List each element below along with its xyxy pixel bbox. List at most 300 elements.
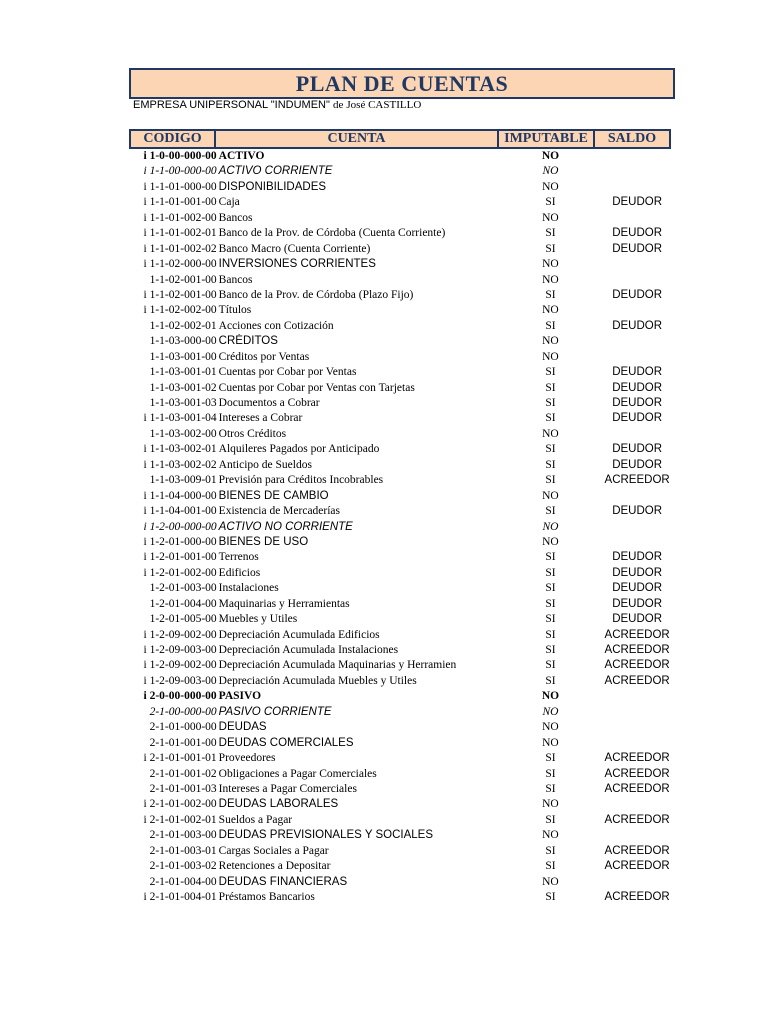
code-prefix: i <box>143 813 147 826</box>
saldo-value: DEUDOR <box>612 582 663 595</box>
code-value: 1-1-01-002-02 <box>149 242 217 255</box>
imputable-value: SI <box>545 242 556 255</box>
table-row <box>129 890 675 905</box>
account-name: Documentos a Cobrar <box>218 397 320 409</box>
saldo-value <box>599 689 675 704</box>
code-prefix: i <box>143 659 147 672</box>
saldo-value: DEUDOR <box>612 505 663 518</box>
account-name: Muebles y Utiles <box>218 613 298 626</box>
account-code <box>129 396 217 411</box>
account-name: Maquinarias y Herramientas <box>218 597 350 610</box>
account-name: Alquileres Pagados por Anticipado <box>218 443 380 456</box>
code-prefix: i <box>143 520 147 533</box>
table-row <box>129 535 675 550</box>
account-code <box>129 859 217 874</box>
account-code <box>129 844 217 859</box>
account-name: Terrenos <box>218 551 259 564</box>
account-name: Títulos <box>218 304 252 317</box>
code-prefix: i <box>143 505 147 518</box>
account-name: Cargas Sociales a Pagar <box>218 844 329 857</box>
table-row <box>129 180 675 195</box>
saldo-value: ACREEDOR <box>604 813 670 826</box>
imputable-value: NO <box>542 304 559 317</box>
imputable-value: SI <box>545 674 556 687</box>
code-value: 1-2-09-002-00 <box>149 659 217 672</box>
table-row <box>129 396 675 411</box>
code-value: 2-1-01-001-01 <box>149 752 217 765</box>
imputable-value: SI <box>545 813 556 826</box>
imputable-value: NO <box>542 427 559 440</box>
table-header <box>129 129 675 149</box>
saldo-value: DEUDOR <box>612 242 663 255</box>
table-row <box>129 520 675 535</box>
account-name: Otros Créditos <box>218 427 287 440</box>
code-prefix: i <box>143 690 147 703</box>
account-name: Cuentas por Cobar por Ventas <box>218 366 357 379</box>
table-row <box>129 489 675 504</box>
account-code <box>129 504 217 519</box>
imputable-value: SI <box>545 582 556 595</box>
imputable-value: NO <box>542 736 559 749</box>
imputable-value: SI <box>545 366 556 379</box>
account-name: Intereses a Pagar Comerciales <box>218 782 357 795</box>
imputable-value: NO <box>542 798 559 811</box>
code-value: 2-1-01-003-00 <box>149 829 217 842</box>
account-code <box>129 365 217 380</box>
account-name: DEUDAS COMERCIALES <box>218 736 354 749</box>
imputable-value: NO <box>542 829 559 842</box>
imputable-value: NO <box>542 180 559 193</box>
page-title: PLAN DE CUENTAS <box>129 68 675 99</box>
code-value: 2-1-01-004-01 <box>149 891 217 903</box>
account-name: Créditos por Ventas <box>218 350 310 363</box>
account-code <box>129 875 217 890</box>
account-name: Edificios <box>218 566 261 579</box>
account-code <box>129 674 217 689</box>
account-name: Existencia de Mercaderías <box>218 505 341 518</box>
saldo-value: ACREEDOR <box>604 844 670 857</box>
saldo-value <box>599 705 675 720</box>
table-row <box>129 566 675 581</box>
code-prefix: i <box>143 165 147 178</box>
account-code <box>129 242 217 257</box>
code-prefix: i <box>143 242 147 255</box>
saldo-value: DEUDOR <box>612 412 663 425</box>
accounts-table-body <box>129 149 675 905</box>
table-row <box>129 411 675 426</box>
code-prefix: i <box>143 535 147 548</box>
code-prefix: i <box>143 458 147 471</box>
imputable-value: SI <box>545 288 556 301</box>
saldo-value <box>599 489 675 504</box>
table-row <box>129 550 675 565</box>
saldo-value: ACREEDOR <box>604 644 670 656</box>
imputable-value: SI <box>545 397 556 409</box>
imputable-value: SI <box>545 752 556 765</box>
code-prefix: i <box>143 674 147 687</box>
account-code <box>129 628 217 643</box>
table-row <box>129 427 675 442</box>
code-value: 1-2-09-002-00 <box>149 628 217 641</box>
account-name: BIENES DE CAMBIO <box>218 489 329 502</box>
imputable-value: SI <box>545 782 556 795</box>
account-code <box>129 767 217 782</box>
imputable-value: SI <box>545 443 556 456</box>
table-row <box>129 689 675 704</box>
account-code <box>129 566 217 581</box>
account-code <box>129 319 217 334</box>
imputable-value: NO <box>542 520 559 533</box>
code-prefix: i <box>143 644 147 656</box>
account-code <box>129 751 217 766</box>
table-row <box>129 381 675 396</box>
imputable-value: SI <box>545 458 556 471</box>
table-row <box>129 751 675 766</box>
table-row <box>129 612 675 627</box>
code-value: 1-1-03-001-00 <box>149 350 217 363</box>
table-row <box>129 828 675 843</box>
saldo-value: DEUDOR <box>612 397 663 409</box>
code-value: 2-1-01-000-00 <box>149 721 217 734</box>
account-code <box>129 442 217 457</box>
saldo-value: DEUDOR <box>612 288 663 301</box>
code-value: 2-1-01-001-02 <box>149 767 217 780</box>
table-row <box>129 859 675 874</box>
imputable-value: NO <box>542 273 559 286</box>
imputable-value: SI <box>545 566 556 579</box>
code-value: 1-2-01-003-00 <box>149 582 217 595</box>
imputable-value: NO <box>542 350 559 363</box>
account-code <box>129 797 217 812</box>
imputable-value: SI <box>545 767 556 780</box>
imputable-value: SI <box>545 227 556 240</box>
code-value: 1-1-03-001-04 <box>149 412 217 425</box>
table-row <box>129 628 675 643</box>
account-code <box>129 164 217 179</box>
code-value: 1-1-04-000-00 <box>149 489 217 502</box>
saldo-value <box>599 736 675 751</box>
account-code <box>129 736 217 751</box>
code-prefix: i <box>143 304 147 317</box>
account-name: Bancos <box>218 211 253 224</box>
code-value: 1-2-01-001-00 <box>149 551 217 564</box>
saldo-value <box>599 797 675 812</box>
table-row <box>129 458 675 473</box>
account-code <box>129 890 217 905</box>
table-row <box>129 736 675 751</box>
code-value: 2-1-01-001-03 <box>149 782 217 795</box>
code-value: 2-1-01-002-01 <box>149 813 217 826</box>
code-value: 1-1-03-001-01 <box>149 366 217 379</box>
code-value: 2-1-01-004-00 <box>149 875 217 888</box>
account-code <box>129 458 217 473</box>
code-value: 2-0-00-000-00 <box>149 690 217 703</box>
saldo-value <box>599 720 675 735</box>
owner-name: José CASTILLO <box>346 99 422 111</box>
saldo-value <box>599 520 675 535</box>
table-row <box>129 334 675 349</box>
saldo-value: ACREEDOR <box>604 474 670 487</box>
table-row <box>129 303 675 318</box>
table-row <box>129 211 675 226</box>
account-name: DEUDAS PREVISIONALES Y SOCIALES <box>218 829 433 842</box>
account-name: Depreciación Acumulada Instalaciones <box>218 644 399 656</box>
table-row <box>129 705 675 720</box>
header-saldo: SALDO <box>593 129 671 149</box>
code-value: 1-1-00-000-00 <box>149 165 217 178</box>
code-value: 1-1-01-002-01 <box>149 227 217 240</box>
imputable-value: SI <box>545 597 556 610</box>
imputable-value: NO <box>542 211 559 224</box>
code-prefix: i <box>143 180 147 193</box>
account-code <box>129 473 217 488</box>
table-row <box>129 720 675 735</box>
account-code <box>129 427 217 442</box>
code-prefix: i <box>143 798 147 811</box>
account-name: Proveedores <box>218 752 276 765</box>
imputable-value: SI <box>545 891 556 903</box>
code-value: 2-1-01-001-00 <box>149 736 217 749</box>
code-prefix: i <box>143 752 147 765</box>
code-value: 1-2-01-005-00 <box>149 613 217 626</box>
code-value: 1-2-09-003-00 <box>149 674 217 687</box>
account-code <box>129 180 217 195</box>
imputable-value: SI <box>545 412 556 425</box>
imputable-value: NO <box>542 258 559 271</box>
account-name: Previsión para Créditos Incobrables <box>218 474 384 487</box>
code-value: 1-1-02-002-01 <box>149 319 217 332</box>
table-row <box>129 875 675 890</box>
account-code <box>129 257 217 272</box>
imputable-value: SI <box>545 474 556 487</box>
table-row <box>129 149 675 164</box>
account-name: PASIVO <box>218 690 262 703</box>
account-code <box>129 597 217 612</box>
account-code <box>129 226 217 241</box>
code-value: 1-2-09-003-00 <box>149 644 217 656</box>
account-name: ACTIVO CORRIENTE <box>218 165 333 178</box>
code-value: 1-2-01-002-00 <box>149 566 217 579</box>
account-code <box>129 350 217 365</box>
account-code <box>129 720 217 735</box>
saldo-value: DEUDOR <box>612 597 663 610</box>
imputable-value: NO <box>542 335 559 348</box>
code-value: 1-1-03-000-00 <box>149 335 217 348</box>
code-value: 2-1-01-003-02 <box>149 860 217 873</box>
code-value: 1-1-03-009-01 <box>149 474 217 487</box>
code-prefix: i <box>143 566 147 579</box>
code-value: 1-1-02-002-00 <box>149 304 217 317</box>
code-prefix: i <box>143 227 147 240</box>
imputable-value: NO <box>542 705 559 718</box>
account-code <box>129 828 217 843</box>
account-code <box>129 195 217 210</box>
code-value: 1-1-01-001-00 <box>149 196 217 209</box>
subtitle-connector: de <box>332 99 344 111</box>
account-name: Caja <box>218 196 240 209</box>
imputable-value: SI <box>545 551 556 564</box>
table-row <box>129 365 675 380</box>
account-code <box>129 520 217 535</box>
saldo-value <box>599 164 675 179</box>
imputable-value: SI <box>545 319 556 332</box>
imputable-value: NO <box>541 150 560 162</box>
account-code <box>129 689 217 704</box>
account-name: INVERSIONES CORRIENTES <box>218 258 376 271</box>
table-row <box>129 797 675 812</box>
table-row <box>129 195 675 210</box>
saldo-value: DEUDOR <box>612 381 663 394</box>
table-row <box>129 782 675 797</box>
account-code <box>129 489 217 504</box>
table-row <box>129 273 675 288</box>
imputable-value: NO <box>542 165 559 178</box>
code-prefix: i <box>143 412 147 425</box>
table-row <box>129 164 675 179</box>
code-value: 1-1-01-000-00 <box>149 180 217 193</box>
saldo-value <box>599 535 675 550</box>
table-row <box>129 658 675 673</box>
code-value: 1-1-03-001-03 <box>149 397 217 409</box>
imputable-value: NO <box>542 535 559 548</box>
table-row <box>129 319 675 334</box>
code-prefix: i <box>143 211 147 224</box>
code-value: 1-2-00-000-00 <box>149 520 217 533</box>
saldo-value: ACREEDOR <box>604 782 670 795</box>
saldo-value: DEUDOR <box>612 366 663 379</box>
account-code <box>129 550 217 565</box>
account-code <box>129 149 217 164</box>
account-code <box>129 303 217 318</box>
account-name: ACTIVO <box>218 150 265 162</box>
header-codigo: CODIGO <box>129 129 216 149</box>
code-prefix: i <box>143 891 147 903</box>
account-code <box>129 535 217 550</box>
code-prefix: i <box>143 551 147 564</box>
saldo-value <box>599 303 675 318</box>
code-value: 1-1-02-001-00 <box>149 273 217 286</box>
saldo-value: DEUDOR <box>612 196 663 209</box>
account-code <box>129 381 217 396</box>
header-cuenta: CUENTA <box>214 129 499 149</box>
imputable-value: SI <box>545 659 556 672</box>
code-value: 1-1-04-001-00 <box>149 505 217 518</box>
imputable-value: NO <box>542 721 559 734</box>
account-name: Acciones con Cotización <box>218 319 334 332</box>
saldo-value: ACREEDOR <box>604 628 670 641</box>
saldo-value: ACREEDOR <box>604 674 670 687</box>
account-name: PASIVO CORRIENTE <box>218 705 332 718</box>
account-name: BIENES DE USO <box>218 535 309 548</box>
table-row <box>129 674 675 689</box>
table-row <box>129 226 675 241</box>
code-value: 2-1-01-002-00 <box>149 798 217 811</box>
account-name: DISPONIBILIDADES <box>218 180 327 193</box>
code-prefix: i <box>143 443 147 456</box>
account-name: Anticipo de Sueldos <box>218 458 312 471</box>
code-value: 1-2-01-000-00 <box>149 535 217 548</box>
saldo-value <box>599 875 675 890</box>
account-code <box>129 411 217 426</box>
saldo-value: DEUDOR <box>612 443 663 456</box>
account-code <box>129 813 217 828</box>
saldo-value <box>599 211 675 226</box>
code-value: 1-1-01-002-00 <box>149 211 217 224</box>
account-name: CRÉDITOS <box>218 335 278 348</box>
imputable-value: SI <box>545 381 556 394</box>
saldo-value: ACREEDOR <box>604 891 670 903</box>
imputable-value: SI <box>545 844 556 857</box>
imputable-value: SI <box>545 628 556 641</box>
account-name: Obligaciones a Pagar Comerciales <box>218 767 377 780</box>
account-name: DEUDAS LABORALES <box>218 798 339 811</box>
code-value: 1-1-03-002-00 <box>149 427 217 440</box>
account-code <box>129 581 217 596</box>
code-value: 1-0-00-000-00 <box>149 150 217 162</box>
saldo-value: ACREEDOR <box>604 752 670 765</box>
imputable-value: SI <box>545 644 556 656</box>
code-prefix: i <box>143 288 147 301</box>
table-row <box>129 257 675 272</box>
saldo-value <box>599 427 675 442</box>
account-name: Banco de la Prov. de Córdoba (Cuenta Corriente) <box>218 227 446 240</box>
table-row <box>129 597 675 612</box>
account-name: Retenciones a Depositar <box>218 860 331 873</box>
table-row <box>129 504 675 519</box>
imputable-value: SI <box>545 196 556 209</box>
account-code <box>129 782 217 797</box>
account-name: DEUDAS <box>218 721 267 734</box>
account-name: Depreciación Acumulada Muebles y Utiles <box>218 674 417 687</box>
plan-de-cuentas-sheet <box>129 68 675 905</box>
account-name: Banco Macro (Cuenta Corriente) <box>218 242 371 255</box>
table-row <box>129 442 675 457</box>
code-prefix: i <box>143 196 147 209</box>
header-imputable: IMPUTABLE <box>497 129 595 149</box>
saldo-value <box>599 273 675 288</box>
saldo-value: DEUDOR <box>612 566 663 579</box>
account-code <box>129 273 217 288</box>
account-code <box>129 612 217 627</box>
account-name: Préstamos Bancarios <box>218 891 315 903</box>
account-name: ACTIVO NO CORRIENTE <box>218 520 353 533</box>
code-value: 1-1-02-001-00 <box>149 288 217 301</box>
saldo-value <box>599 180 675 195</box>
code-value: 1-1-02-000-00 <box>149 258 217 271</box>
saldo-value: DEUDOR <box>612 551 663 564</box>
code-value: 1-1-03-001-02 <box>149 381 217 394</box>
account-name: Intereses a Cobrar <box>218 412 303 425</box>
table-row <box>129 242 675 257</box>
account-code <box>129 643 217 658</box>
code-prefix: i <box>143 489 147 502</box>
table-row <box>129 581 675 596</box>
account-code <box>129 334 217 349</box>
account-name: Bancos <box>218 273 253 286</box>
saldo-value: ACREEDOR <box>604 767 670 780</box>
account-code <box>129 288 217 303</box>
saldo-value: ACREEDOR <box>604 860 670 873</box>
table-row <box>129 288 675 303</box>
saldo-value <box>599 828 675 843</box>
account-name: Instalaciones <box>218 582 279 595</box>
saldo-value: DEUDOR <box>612 613 663 626</box>
imputable-value: NO <box>542 489 559 502</box>
table-row <box>129 844 675 859</box>
account-name: Sueldos a Pagar <box>218 813 293 826</box>
imputable-value: SI <box>545 505 556 518</box>
code-value: 2-1-01-003-01 <box>149 844 217 857</box>
